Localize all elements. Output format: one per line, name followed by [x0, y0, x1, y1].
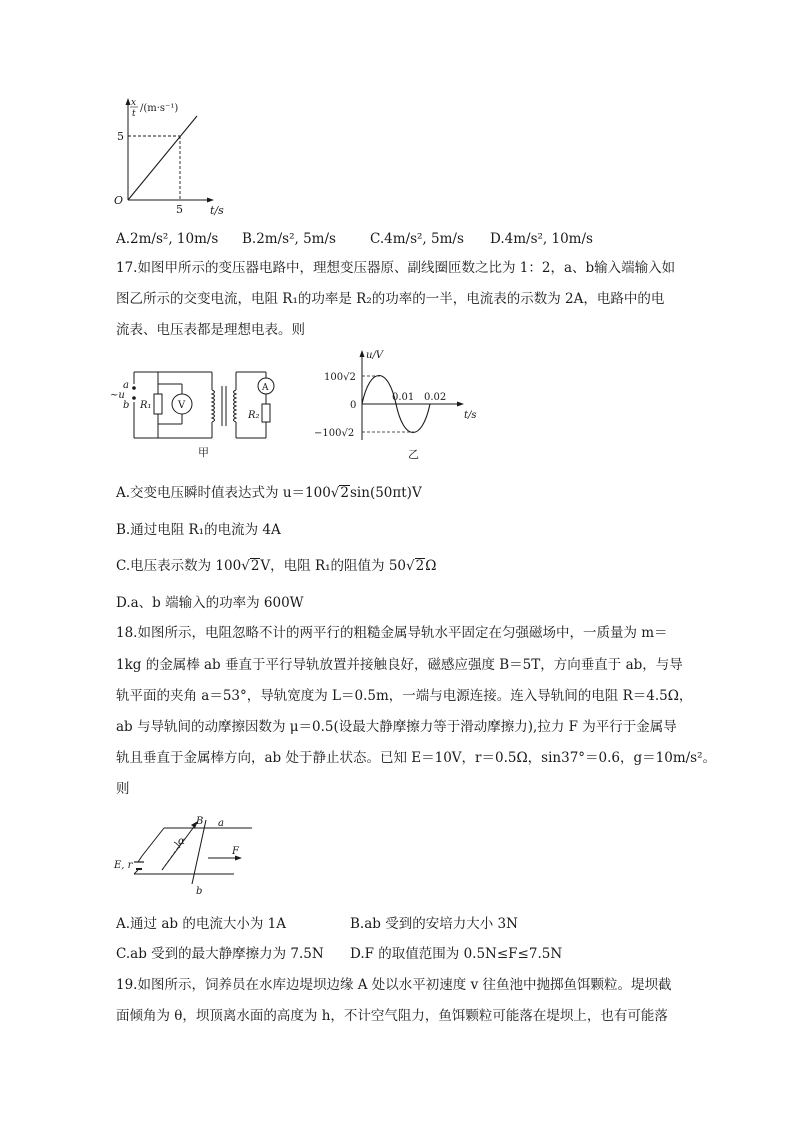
- q17-option-c-post: Ω: [425, 558, 437, 574]
- wave-ymin: −100√2: [314, 428, 355, 439]
- q17-option-b: B.通过电阻 R₁的电流为 4A: [116, 522, 281, 538]
- q18-line-5: 轨且垂直于金属棒方向，ab 处于静止状态。已知 E＝10V，r＝0.5Ω，sin37°＝0.6，g＝10m/s²。: [116, 750, 717, 766]
- label-alpha: α: [178, 836, 185, 847]
- sqrt-sign-icon: √: [330, 485, 340, 501]
- wave-x-arrow: [457, 402, 464, 407]
- transformer-circuit: [108, 356, 298, 460]
- label-B: B: [196, 816, 204, 827]
- q18-option-c: C.ab 受到的最大静摩擦力为 7.5N: [116, 946, 324, 962]
- q18-option-b: B.ab 受到的安培力大小 3N: [350, 916, 518, 932]
- wave-x-label: t/s: [464, 410, 477, 421]
- sqrt-sign-icon: √: [406, 558, 415, 574]
- y-tick-label: 5: [117, 130, 124, 143]
- q17-option-a-pre: A.交变电压瞬时值表达式为 u＝100: [116, 485, 331, 501]
- q16-option-b: B.2m/s², 5m/s: [242, 231, 336, 247]
- q16-option-a: A.2m/s², 10m/s: [116, 231, 219, 247]
- terminal-b: [132, 396, 136, 400]
- label-b: b: [123, 400, 130, 411]
- ylabel-den: t: [132, 109, 136, 119]
- wave-zero: 0: [350, 400, 357, 411]
- q18-option-d: D.F 的取值范围为 0.5N≤F≤7.5N: [350, 946, 563, 962]
- label-r2: R₂: [248, 410, 260, 421]
- rail-figure: [112, 812, 262, 898]
- q18-line-4: ab 与导轨间的动摩擦因数为 μ＝0.5(设最大静摩擦力等于滑动摩擦力),拉力 F 为平行于金属导: [116, 719, 677, 735]
- ylabel-unit: /(m·s⁻¹): [140, 103, 179, 114]
- wave-t1: 0.01: [392, 392, 415, 403]
- q17-option-a: [116, 483, 422, 503]
- q17-line-2: 图乙所示的交变电流，电阻 R₁的功率是 R₂的功率的一半，电流表的示数为 2A，电路中的电: [116, 291, 665, 307]
- q19-line-1: 19.如图所示，饲养员在水库边堤坝边缘 A 处以水平初速度 v 往鱼池中抛掷鱼饵颗粒。堤坝截: [116, 977, 672, 993]
- data-line: [128, 116, 197, 200]
- origin-label: O: [114, 194, 124, 207]
- q17-option-a-sqrt: 2: [340, 485, 349, 501]
- wave-y-label: u/V: [366, 350, 384, 361]
- q18-line-6: 则: [116, 781, 130, 797]
- q17-option-d: D.a、b 端输入的功率为 600W: [116, 595, 304, 611]
- q16-option-c: C.4m/s², 5m/s: [370, 231, 464, 247]
- xt-graph: [110, 96, 240, 220]
- q18-line-1: 18.如图所示，电阻忽略不计的两平行的粗糙金属导轨水平固定在匀强磁场中，一质量为 m＝: [116, 625, 668, 641]
- label-b-end: b: [196, 886, 203, 897]
- voltmeter-icon: V: [178, 400, 186, 411]
- label-Er: E, r: [114, 860, 133, 871]
- q18-line-2: 1kg 的金属棒 ab 垂直于平行导轨放置并接触良好，磁感应强度 B＝5T，方向垂直于 ab，与导: [116, 657, 683, 673]
- q17-option-c-sqrt1: 2: [250, 558, 260, 574]
- x-tick-label: 5: [176, 203, 183, 216]
- caption-jia: 甲: [198, 446, 209, 459]
- ylabel-num: x: [131, 98, 137, 108]
- q17-option-c-mid: V，电阻 R₁的阻值为 50: [260, 558, 406, 574]
- y-axis-arrow: [126, 98, 131, 105]
- q17-line-3: 流表、电压表都是理想电表。则: [116, 322, 305, 338]
- wave-ymax: 100√2: [324, 372, 356, 383]
- wave-t2: 0.02: [424, 392, 447, 403]
- q17-option-c: [116, 556, 436, 576]
- label-a-end: a: [218, 818, 224, 829]
- q19-line-2: 面倾角为 θ，坝顶离水面的高度为 h，不计空气阻力，鱼饵颗粒可能落在堤坝上，也有可能落: [116, 1008, 668, 1024]
- label-a: a: [123, 380, 129, 391]
- wave-y-arrow: [360, 350, 365, 357]
- q17-option-c-pre: C.电压表示数为 100: [116, 558, 242, 574]
- sqrt-sign-icon: √: [241, 558, 250, 574]
- q17-line-1: 17.如图甲所示的变压器电路中，理想变压器原、副线圈匝数之比为 1：2，a、b输入端输入如: [116, 260, 676, 276]
- voltage-waveform: [310, 346, 490, 464]
- label-u: ~u: [110, 390, 125, 401]
- q17-option-c-sqrt2: 2: [415, 558, 425, 574]
- caption-yi: 乙: [408, 448, 419, 461]
- terminal-a: [132, 386, 136, 390]
- q18-line-3: 轨平面的夹角 a＝53°，导轨宽度为 L＝0.5m，一端与电源连接。连入导轨间的电阻 R＝4.5Ω，: [116, 688, 693, 704]
- q18-option-a: A.通过 ab 的电流大小为 1A: [116, 916, 286, 932]
- q17-option-a-post: sin(50πt)V: [350, 485, 422, 501]
- label-F: F: [232, 846, 239, 857]
- label-r1: R₁: [140, 400, 152, 411]
- x-axis-label: t/s: [210, 204, 224, 217]
- x-axis-arrow: [207, 198, 214, 203]
- q16-option-d: D.4m/s², 10m/s: [490, 231, 593, 247]
- ammeter-icon: A: [262, 383, 269, 393]
